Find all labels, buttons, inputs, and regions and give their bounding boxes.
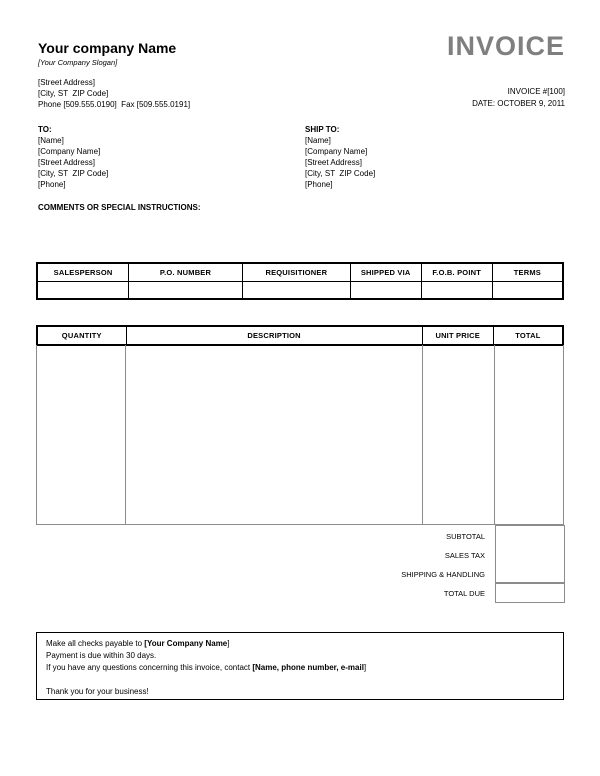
requisitioner-header: REQUISITIONER	[243, 264, 351, 282]
totals-labels	[36, 527, 485, 603]
quantity-header: QUANTITY	[38, 327, 127, 344]
payable-company-placeholder: [Your Company Name	[144, 639, 228, 648]
bill-to-street: [Street Address]	[38, 158, 95, 167]
po-number-cell[interactable]	[129, 282, 243, 298]
bill-to-phone: [Phone]	[38, 180, 66, 189]
company-slogan: [Your Company Slogan]	[38, 58, 118, 67]
terms-cell[interactable]	[493, 282, 562, 298]
spacer	[46, 674, 554, 686]
company-phone-fax: Phone [509.555.0190] Fax [509.555.0191]	[38, 100, 191, 109]
bill-to-label: TO:	[38, 125, 52, 134]
items-table-body	[36, 345, 564, 525]
sales-tax-label: SALES TAX	[444, 551, 485, 560]
items-table-header	[36, 325, 564, 346]
terms-header: TERMS	[493, 264, 562, 282]
subtotals-value-box[interactable]	[495, 525, 565, 583]
comments-label: COMMENTS OR SPECIAL INSTRUCTIONS:	[38, 203, 201, 212]
bill-to-name: [Name]	[38, 136, 64, 145]
questions-line	[46, 662, 554, 674]
order-info-data-row	[38, 282, 562, 298]
unit-price-column[interactable]	[423, 345, 495, 524]
bill-to-section	[38, 124, 108, 190]
questions-text: If you have any questions concerning this invoice, contact	[46, 663, 253, 672]
ship-to-name: [Name]	[305, 136, 331, 145]
shipping-handling-label: SHIPPING & HANDLING	[401, 570, 485, 579]
company-name: Your company Name	[38, 40, 177, 56]
company-street: [Street Address]	[38, 78, 95, 87]
total-due-value-box[interactable]	[495, 583, 565, 603]
company-address	[38, 77, 190, 110]
ship-to-city: [City, ST ZIP Code]	[305, 169, 376, 178]
fob-point-cell[interactable]	[422, 282, 493, 298]
description-header: DESCRIPTION	[127, 327, 423, 344]
payment-terms-box	[36, 632, 564, 700]
po-number-header: P.O. NUMBER	[129, 264, 243, 282]
payable-bracket: ]	[227, 639, 230, 648]
bill-to-company: [Company Name]	[38, 147, 101, 156]
invoice-number: INVOICE #[100]	[507, 87, 565, 96]
ship-to-company: [Company Name]	[305, 147, 368, 156]
checks-payable-text: Make all checks payable to	[46, 639, 145, 648]
ship-to-label: SHIP TO:	[305, 125, 340, 134]
invoice-meta	[472, 86, 565, 110]
order-info-header-row	[38, 264, 562, 282]
total-due-label: TOTAL DUE	[443, 589, 485, 598]
contact-placeholder: [Name, phone number, e-mail	[252, 663, 364, 672]
total-column[interactable]	[495, 345, 563, 524]
invoice-date: DATE: OCTOBER 9, 2011	[472, 99, 565, 108]
total-header: TOTAL	[515, 331, 541, 340]
description-column[interactable]	[126, 345, 423, 524]
ship-to-phone: [Phone]	[305, 180, 333, 189]
checks-payable-line	[46, 638, 554, 650]
fob-point-header: F.O.B. POINT	[422, 264, 493, 282]
shipped-via-cell[interactable]	[351, 282, 422, 298]
unit-price-header: UNIT PRICE	[423, 327, 494, 344]
payment-due-line: Payment is due within 30 days.	[46, 651, 157, 660]
salesperson-header: SALESPERSON	[38, 264, 129, 282]
shipped-via-header: SHIPPED VIA	[351, 264, 422, 282]
thank-you-line: Thank you for your business!	[46, 687, 149, 696]
subtotal-label: SUBTOTAL	[446, 532, 485, 541]
items-header-row	[38, 327, 562, 344]
bill-to-city: [City, ST ZIP Code]	[38, 169, 109, 178]
contact-bracket: ]	[363, 663, 367, 672]
company-city: [City, ST ZIP Code]	[38, 89, 109, 98]
order-info-table	[36, 262, 564, 300]
ship-to-street: [Street Address]	[305, 158, 362, 167]
salesperson-cell[interactable]	[38, 282, 129, 298]
ship-to-section	[305, 124, 375, 190]
requisitioner-cell[interactable]	[243, 282, 351, 298]
quantity-column[interactable]	[37, 345, 126, 524]
invoice-title: INVOICE	[446, 31, 565, 61]
